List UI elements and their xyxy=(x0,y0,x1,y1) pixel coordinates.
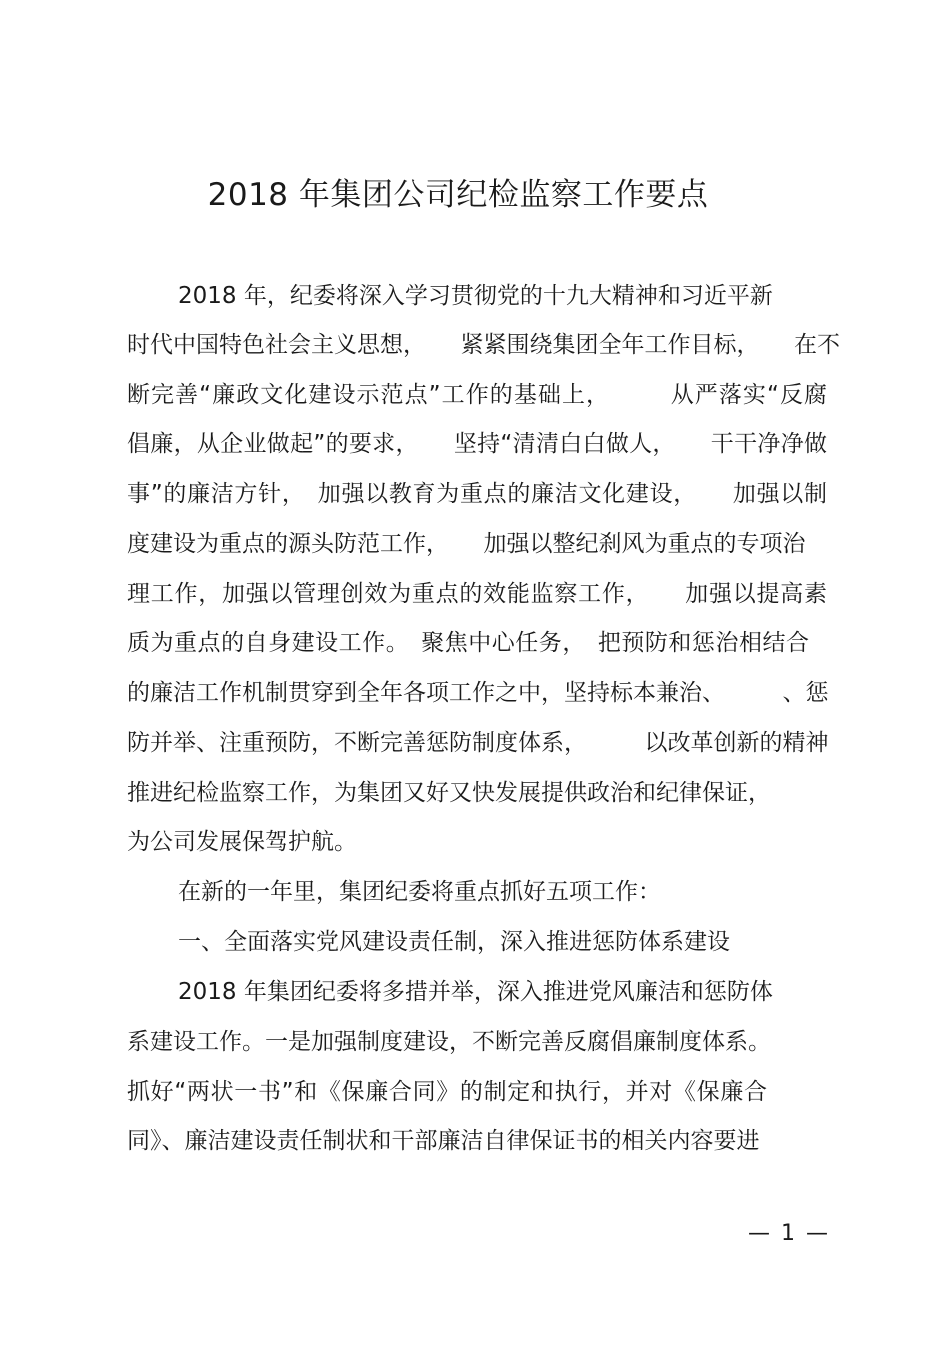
paragraph-line: 2018 年，纪委将深入学习贯彻党的十九大精神和习近平新 xyxy=(178,283,773,309)
paragraph-line: 抓好“两状一书”和《保廉合同》的制定和执行，并对《保廉合 xyxy=(127,1079,767,1105)
paragraph-line: 在新的一年里，集团纪委将重点抓好五项工作： xyxy=(178,879,661,905)
paragraph-line: 为公司发展保驾护航。 xyxy=(127,829,357,855)
section-heading: 一、全面落实党风建设责任制，深入推进惩防体系建设 xyxy=(178,929,730,955)
paragraph-line: 时代中国特色社会主义思想， 紧紧围绕集团全年工作目标， 在不 xyxy=(127,332,840,358)
paragraph-line: 同》、廉洁建设责任制状和干部廉洁自律保证书的相关内容要进 xyxy=(127,1128,760,1154)
document-title: 2018 年集团公司纪检监察工作要点 xyxy=(207,177,709,213)
paragraph-line: 2018 年集团纪委将多措并举，深入推进党风廉洁和惩防体 xyxy=(178,979,773,1005)
paragraph-line: 理工作，加强以管理创效为重点的效能监察工作， 加强以提高素 xyxy=(127,581,827,607)
paragraph-line: 防并举、注重预防，不断完善惩防制度体系， 以改革创新的精神 xyxy=(127,730,829,756)
paragraph-line: 的廉洁工作机制贯穿到全年各项工作之中，坚持标本兼治、 、惩 xyxy=(127,680,829,706)
paragraph-line: 事”的廉洁方针， 加强以教育为重点的廉洁文化建设， 加强以制 xyxy=(127,481,827,507)
paragraph-line: 倡廉，从企业做起”的要求， 坚持“清清白白做人， 干干净净做 xyxy=(127,431,827,457)
paragraph-line: 系建设工作。一是加强制度建设，不断完善反腐倡廉制度体系。 xyxy=(127,1029,771,1055)
paragraph-line: 质为重点的自身建设工作。 聚焦中心任务， 把预防和惩治相结合 xyxy=(127,630,809,656)
paragraph-line: 度建设为重点的源头防范工作， 加强以整纪刹风为重点的专项治 xyxy=(127,531,806,557)
paragraph-line: 推进纪检监察工作，为集团又好又快发展提供政治和纪律保证， xyxy=(127,780,771,806)
paragraph-line: 断完善“廉政文化建设示范点”工作的基础上， 从严落实“反腐 xyxy=(127,382,827,408)
page-number: — 1 — xyxy=(748,1221,830,1246)
